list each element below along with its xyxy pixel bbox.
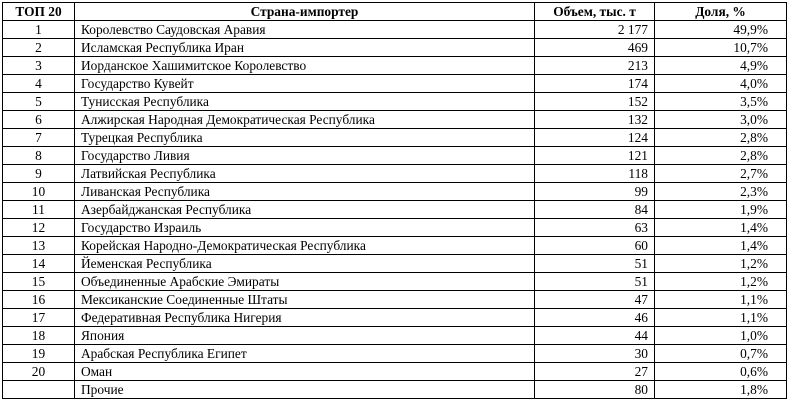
cell-rank: 18 (3, 327, 75, 345)
cell-rank: 7 (3, 129, 75, 147)
cell-volume: 84 (535, 201, 655, 219)
cell-share: 2,8% (655, 129, 787, 147)
cell-rank: 9 (3, 165, 75, 183)
cell-share: 4,0% (655, 75, 787, 93)
cell-country: Азербайджанская Республика (75, 201, 535, 219)
header-volume: Объем, тыс. т (535, 3, 655, 21)
cell-country: Арабская Республика Египет (75, 345, 535, 363)
cell-volume: 63 (535, 219, 655, 237)
cell-country: Мексиканские Соединенные Штаты (75, 291, 535, 309)
cell-country: Оман (75, 363, 535, 381)
cell-country: Иорданское Хашимитское Королевство (75, 57, 535, 75)
cell-volume: 27 (535, 363, 655, 381)
cell-country: Турецкая Республика (75, 129, 535, 147)
cell-country: Федеративная Республика Нигерия (75, 309, 535, 327)
cell-share: 3,0% (655, 111, 787, 129)
cell-rank: 13 (3, 237, 75, 255)
cell-country: Япония (75, 327, 535, 345)
cell-volume: 118 (535, 165, 655, 183)
importers-table (2, 2, 787, 399)
cell-country: Тунисская Республика (75, 93, 535, 111)
cell-rank: 3 (3, 57, 75, 75)
table-row (3, 381, 787, 399)
table-row (3, 147, 787, 165)
table-header (3, 3, 787, 21)
cell-volume: 30 (535, 345, 655, 363)
cell-country: Алжирская Народная Демократическая Республика (75, 111, 535, 129)
table-row (3, 363, 787, 381)
cell-rank: 6 (3, 111, 75, 129)
cell-country: Государство Ливия (75, 147, 535, 165)
cell-rank: 14 (3, 255, 75, 273)
cell-volume: 46 (535, 309, 655, 327)
table-row (3, 129, 787, 147)
cell-rank: 15 (3, 273, 75, 291)
cell-country: Королевство Саудовская Аравия (75, 21, 535, 39)
cell-volume: 213 (535, 57, 655, 75)
cell-share: 1,1% (655, 309, 787, 327)
table-row (3, 327, 787, 345)
table-row (3, 21, 787, 39)
cell-volume: 99 (535, 183, 655, 201)
cell-share: 0,6% (655, 363, 787, 381)
cell-volume: 51 (535, 255, 655, 273)
cell-country: Объединенные Арабские Эмираты (75, 273, 535, 291)
table-row (3, 75, 787, 93)
cell-country: Государство Израиль (75, 219, 535, 237)
cell-volume: 132 (535, 111, 655, 129)
cell-rank: 4 (3, 75, 75, 93)
header-share: Доля, % (655, 3, 787, 21)
cell-volume: 51 (535, 273, 655, 291)
cell-volume: 47 (535, 291, 655, 309)
cell-volume: 44 (535, 327, 655, 345)
cell-share: 0,7% (655, 345, 787, 363)
table-row (3, 93, 787, 111)
cell-rank: 11 (3, 201, 75, 219)
cell-volume: 2 177 (535, 21, 655, 39)
cell-country: Государство Кувейт (75, 75, 535, 93)
cell-share: 4,9% (655, 57, 787, 75)
cell-volume: 174 (535, 75, 655, 93)
cell-country: Прочие (75, 381, 535, 399)
table-row (3, 183, 787, 201)
cell-share: 2,8% (655, 147, 787, 165)
cell-rank: 20 (3, 363, 75, 381)
table-row (3, 219, 787, 237)
cell-country: Ливанская Республика (75, 183, 535, 201)
cell-share: 10,7% (655, 39, 787, 57)
cell-country: Корейская Народно-Демократическая Республика (75, 237, 535, 255)
cell-volume: 469 (535, 39, 655, 57)
cell-country: Латвийская Республика (75, 165, 535, 183)
cell-country: Йеменская Республика (75, 255, 535, 273)
table-row (3, 345, 787, 363)
table-row (3, 165, 787, 183)
cell-share: 1,2% (655, 255, 787, 273)
table-row (3, 291, 787, 309)
table-row (3, 309, 787, 327)
cell-rank: 19 (3, 345, 75, 363)
table-row (3, 57, 787, 75)
cell-share: 1,0% (655, 327, 787, 345)
cell-volume: 80 (535, 381, 655, 399)
cell-share: 2,3% (655, 183, 787, 201)
cell-country: Исламская Республика Иран (75, 39, 535, 57)
cell-share: 1,2% (655, 273, 787, 291)
table-body (3, 21, 787, 399)
cell-rank: 10 (3, 183, 75, 201)
cell-rank (3, 381, 75, 399)
table-row (3, 255, 787, 273)
cell-share: 1,4% (655, 237, 787, 255)
cell-share: 1,9% (655, 201, 787, 219)
table-row (3, 111, 787, 129)
table-row (3, 39, 787, 57)
header-country: Страна-импортер (75, 3, 535, 21)
cell-rank: 16 (3, 291, 75, 309)
cell-volume: 60 (535, 237, 655, 255)
cell-share: 1,4% (655, 219, 787, 237)
cell-volume: 152 (535, 93, 655, 111)
cell-share: 3,5% (655, 93, 787, 111)
cell-rank: 17 (3, 309, 75, 327)
cell-share: 1,1% (655, 291, 787, 309)
table-row (3, 237, 787, 255)
cell-rank: 12 (3, 219, 75, 237)
header-rank: ТОП 20 (3, 3, 75, 21)
cell-rank: 1 (3, 21, 75, 39)
header-row (3, 3, 787, 21)
table-row (3, 273, 787, 291)
cell-share: 2,7% (655, 165, 787, 183)
table-row (3, 201, 787, 219)
cell-share: 49,9% (655, 21, 787, 39)
cell-rank: 5 (3, 93, 75, 111)
cell-rank: 2 (3, 39, 75, 57)
cell-volume: 124 (535, 129, 655, 147)
cell-share: 1,8% (655, 381, 787, 399)
cell-rank: 8 (3, 147, 75, 165)
cell-volume: 121 (535, 147, 655, 165)
